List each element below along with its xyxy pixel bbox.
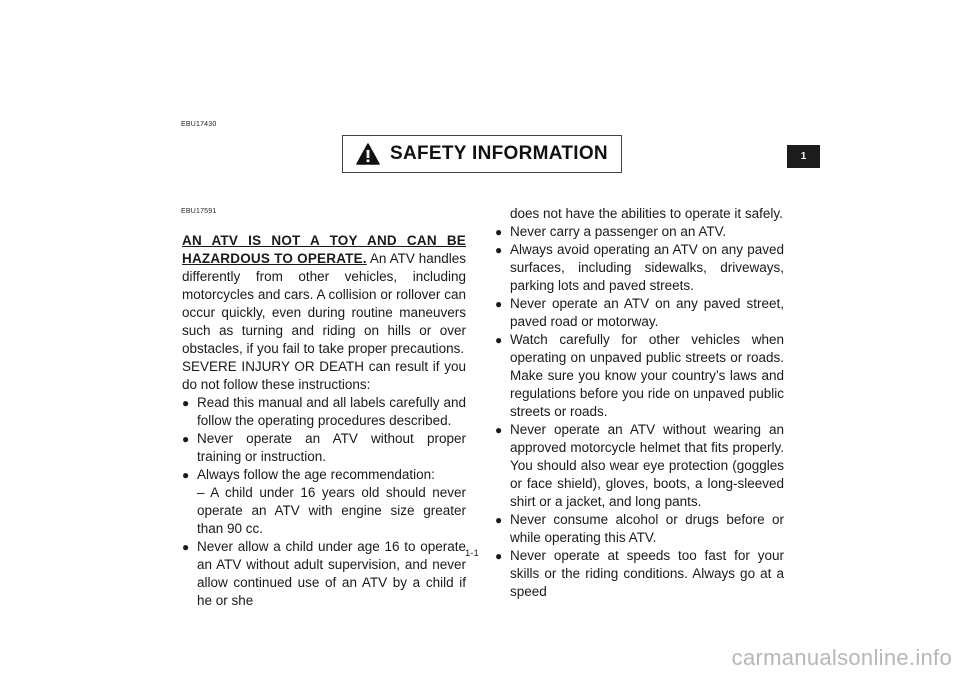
list-item bbox=[182, 394, 466, 430]
bullet-icon: ● bbox=[495, 549, 503, 563]
section-title: SAFETY INFORMATION bbox=[390, 143, 608, 164]
list-item bbox=[495, 241, 784, 295]
list-item bbox=[182, 538, 466, 610]
chapter-tab[interactable]: 1 bbox=[787, 145, 820, 168]
warning-paragraph: SEVERE INJURY OR DEATH can result if you do not follow these instructions: bbox=[182, 359, 466, 392]
list-item bbox=[182, 466, 466, 484]
list-item bbox=[495, 223, 784, 241]
list-item-text: Watch carefully for other vehicles when operating on unpaved public streets or roads. Make sure you know your country’s laws and regulations before you ride on unpaved public streets or roads. bbox=[510, 332, 784, 419]
list-item-text: Never consume alcohol or drugs before or while operating this ATV. bbox=[510, 512, 784, 545]
list-item bbox=[495, 421, 784, 511]
hazard-heading: AN ATV IS NOT A TOY AND CAN BE HAZARDOUS TO OPERATE. bbox=[182, 233, 466, 266]
bullet-icon: ● bbox=[495, 225, 503, 239]
list-item-text: Never operate at speeds too fast for your skills or the riding conditions. Always go at a speed bbox=[510, 548, 784, 599]
bullet-icon: ● bbox=[495, 243, 503, 257]
page-number: 1-1 bbox=[465, 548, 479, 559]
list-item bbox=[495, 511, 784, 547]
bullet-icon: ● bbox=[182, 396, 190, 410]
document-code-mid: EBU17591 bbox=[181, 208, 217, 215]
watermark: carmanualsonline.info bbox=[731, 645, 952, 670]
list-item-text: Never carry a passenger on an ATV. bbox=[510, 224, 727, 239]
section-title-box bbox=[342, 135, 622, 173]
continuation-text: does not have the abilities to operate it safely. bbox=[510, 206, 783, 221]
warning-triangle-icon bbox=[356, 143, 380, 165]
list-item-text: Never allow a child under age 16 to operate an ATV without adult supervision, and never allow continued use of an ATV by a child if he or she bbox=[197, 539, 466, 608]
bullet-icon: ● bbox=[495, 513, 503, 527]
list-item bbox=[495, 331, 784, 421]
list-item bbox=[495, 547, 784, 601]
intro-paragraph bbox=[182, 232, 466, 358]
bullet-icon: ● bbox=[495, 423, 503, 437]
bullet-icon: ● bbox=[495, 297, 503, 311]
bullet-icon: ● bbox=[182, 540, 190, 554]
list-item-text: Always follow the age recommendation: bbox=[197, 467, 435, 482]
intro-text: An ATV handles differently from other vehicles, including motorcycles and cars. A collision or rollover can occur quickly, even during routine maneuvers such as turning and riding on hills or over obstacles, if you fail to take proper precautions. bbox=[182, 251, 466, 356]
document-code-top: EBU17430 bbox=[181, 121, 217, 128]
list-item-text: Always avoid operating an ATV on any paved surfaces, including sidewalks, driveways, parking lots and paved streets. bbox=[510, 242, 784, 293]
bullet-icon: ● bbox=[182, 468, 190, 482]
list-item-text: Never operate an ATV on any paved street, paved road or motorway. bbox=[510, 296, 784, 329]
list-item-text: Never operate an ATV without proper training or instruction. bbox=[197, 431, 466, 464]
bullet-icon: ● bbox=[495, 333, 503, 347]
right-column bbox=[495, 205, 784, 601]
list-item-text: Read this manual and all labels carefully and follow the operating procedures described. bbox=[197, 395, 466, 428]
sub-list-item: – A child under 16 years old should never operate an ATV with engine size greater than 90 cc. bbox=[197, 485, 466, 536]
list-item-text: Never operate an ATV without wearing an approved motorcycle helmet that fits properly. You should also wear eye protection (goggles or face shield), gloves, boots, a long-sleeved shirt or a jacket, and long pants. bbox=[510, 422, 784, 509]
bullet-icon: ● bbox=[182, 432, 190, 446]
list-item bbox=[495, 295, 784, 331]
list-item bbox=[182, 430, 466, 466]
left-column bbox=[182, 232, 466, 610]
